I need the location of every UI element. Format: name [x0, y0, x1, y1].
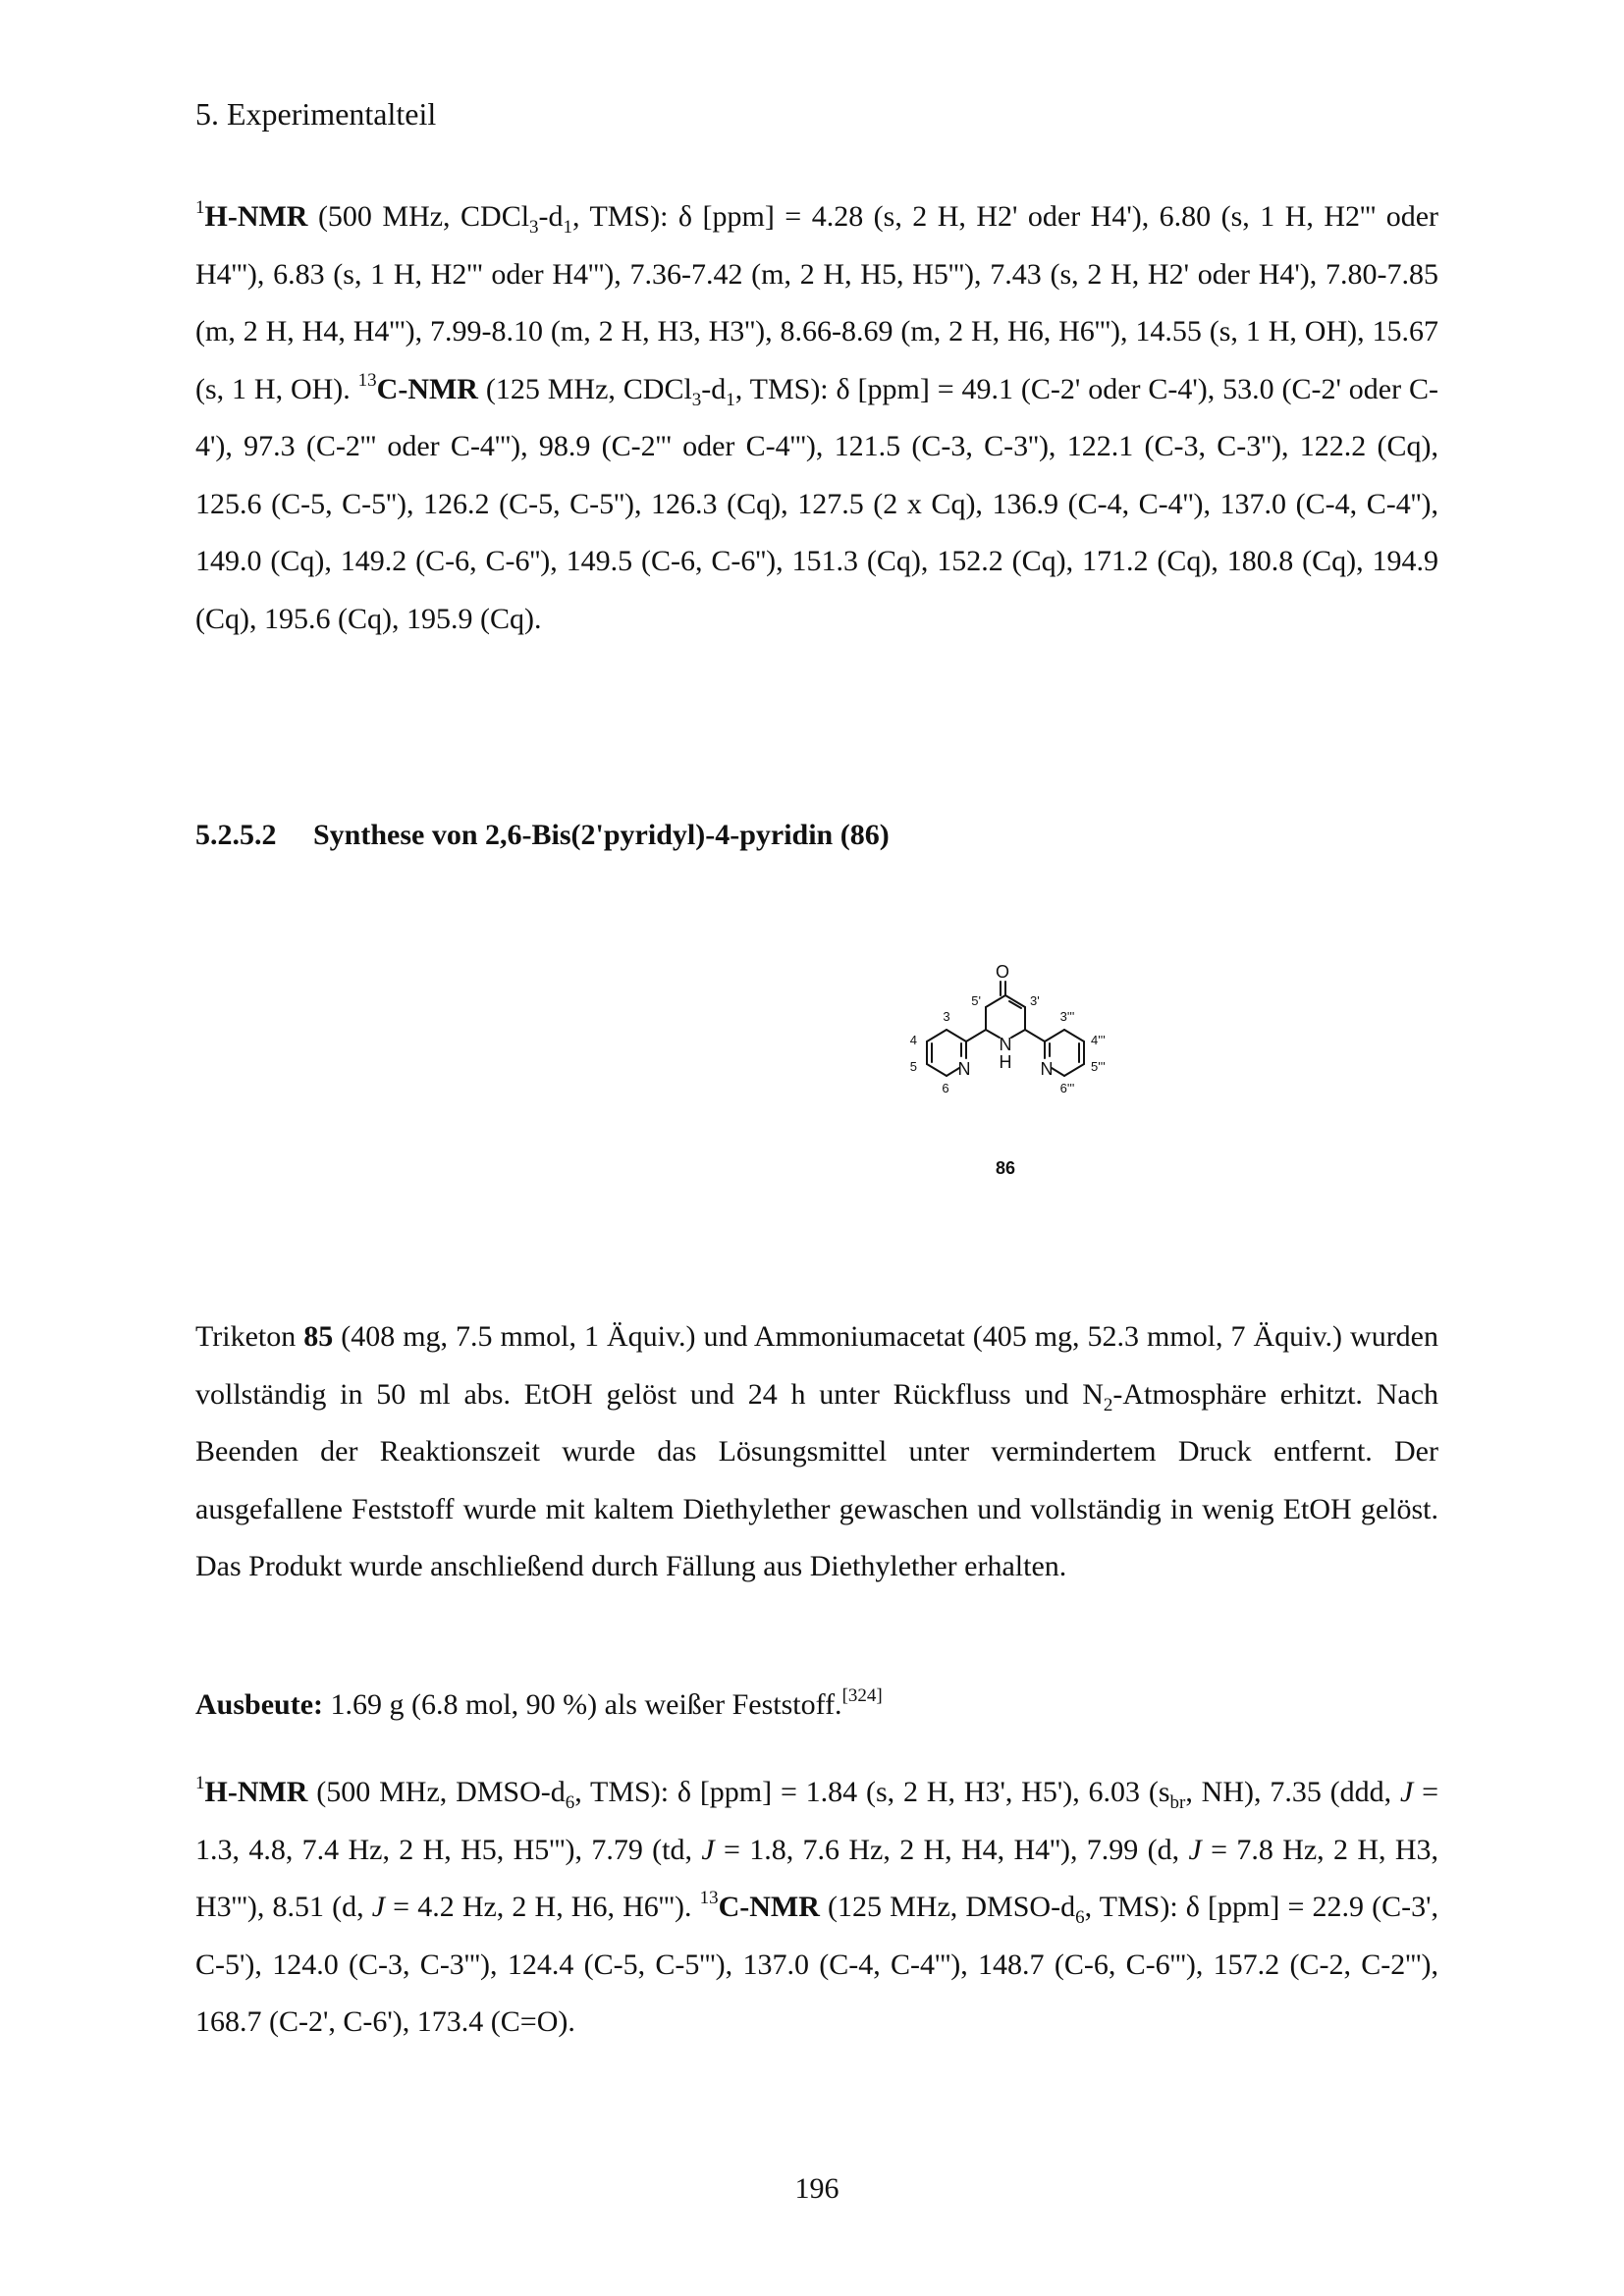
subscript: 2 [1103, 1394, 1113, 1415]
locant-label: 5 [909, 1059, 917, 1074]
text-span: (500 MHz, DMSO-d [307, 1776, 566, 1808]
coupling-constant-symbol: J [371, 1891, 386, 1923]
superscript: 13 [699, 1888, 719, 1908]
subscript: 3 [529, 217, 539, 238]
c-nmr-shifts: , TMS): δ [ppm] = 22.9 (C-3', C-5'), 124.0 (C-3, C-3'''), 124.4 (C-5, C-5'''), 137.0 (C-4, C-4'''), 148.7 (C-6, C-6'''), 157.2 (C-2, C-2'''), 168.7 (C-2', C-6'), 173.4 (C=O). [195, 1891, 1439, 2038]
text-span: -d [701, 372, 727, 405]
locant-label: 3''' [1059, 1009, 1075, 1024]
coupling-constant-symbol: J [1188, 1833, 1202, 1866]
superscript: 1 [195, 1773, 205, 1793]
subscript: 1 [563, 217, 573, 238]
text-span: -d [538, 200, 564, 233]
section-title: Synthese von 2,6-Bis(2'pyridyl)-4-pyridin (86) [313, 819, 890, 851]
chemical-structure-86 [843, 952, 1167, 1188]
c-nmr-label: C-NMR [718, 1891, 820, 1923]
locant-label: 5''' [1091, 1059, 1106, 1074]
subscript: br [1169, 1792, 1186, 1813]
coupling-constant-symbol: J [1399, 1776, 1414, 1808]
atom-label: N [957, 1059, 971, 1079]
yield-label: Ausbeute: [195, 1688, 324, 1721]
procedure-paragraph [195, 1308, 1438, 1596]
subscript: 6 [1075, 1907, 1085, 1928]
section-heading [195, 819, 890, 852]
h-nmr-shifts: , TMS): δ [ppm] = 4.28 (s, 2 H, H2' oder H4'), 6.80 (s, 1 H, H2''' oder H4'''), 6.83 (s, 1 H, H2''' oder H4'''), 7.36-7.42 (m, 2 H, H5, H5'''), 7.43 (s, 2 H, H2' oder H4'), 7.80-7.85 (m, 2 H, H4, H4'''), 7.99-8.10 (m, 2 H, H3, H3''), 8.66-8.69 (m, 2 H, H6, H6'''), 14.55 (s, 1 H, OH), 15.67 (s, 1 H, OH). [195, 200, 1439, 405]
section-number: 5.2.5.2 [195, 819, 277, 851]
text-span: -Atmosphäre erhitzt. Nach Beenden der Reaktionszeit wurde das Lösungsmittel unter vermindertem Druck entfernt. Der ausgefallene Feststoff wurde mit kaltem Diethylether gewaschen und vollständig in wenig EtOH gelöst. Das Produkt wurde anschließend durch Fällung aus Diethylether erhalten. [195, 1377, 1439, 1582]
text-span: = 1.8, 7.6 Hz, 2 H, H4, H4''), 7.99 (d, [714, 1833, 1189, 1866]
text-span: (408 mg, 7.5 mmol, 1 Äquiv.) und Ammoniumacetat (405 mg, 52.3 mmol, 7 Äquiv.) wurden vollständig in 50 ml abs. EtOH gelöst und 24 h unter Rückfluss und N [195, 1320, 1438, 1411]
subscript: 3 [691, 389, 702, 410]
text-span: = 7.8 Hz, 2 H, H3, H3'''), 8.51 (d, [195, 1833, 1439, 1923]
coupling-constant-symbol: J [701, 1833, 715, 1866]
locant-label: 4 [909, 1033, 917, 1047]
superscript: 1 [195, 197, 205, 218]
c-nmr-label: C-NMR [376, 372, 478, 405]
h-nmr-label: H-NMR [204, 1776, 308, 1808]
atom-label: H [999, 1052, 1012, 1072]
text-span: , NH), 7.35 (ddd, [1185, 1776, 1400, 1808]
locant-label: 3' [1030, 993, 1040, 1008]
running-head: 5. Experimentalteil [195, 96, 437, 132]
text-span: (125 MHz, DMSO-d [819, 1891, 1076, 1923]
locant-label: 6''' [1059, 1081, 1075, 1095]
superscript: 13 [357, 369, 377, 391]
subscript: 6 [565, 1792, 575, 1813]
atom-label: O [995, 962, 1010, 982]
reference-marker: [324] [841, 1685, 883, 1706]
c-nmr-shifts: , TMS): δ [ppm] = 49.1 (C-2' oder C-4'), 53.0 (C-2' oder C-4'), 97.3 (C-2''' oder C-4'''), 98.9 (C-2''' oder C-4'''), 121.5 (C-3, C-3''), 122.1 (C-3, C-3''), 122.2 (Cq), 125.6 (C-5, C-5''), 126.2 (C-5, C-5''), 126.3 (Cq), 127.5 (2 x Cq), 136.9 (C-4, C-4''), 137.0 (C-4, C-4''), 149.0 (Cq), 149.2 (C-6, C-6''), 149.5 (C-6, C-6''), 151.3 (Cq), 152.2 (Cq), 171.2 (Cq), 180.8 (Cq), 194.9 (Cq), 195.6 (Cq), 195.9 (Cq). [195, 372, 1438, 635]
atom-label: N [999, 1035, 1012, 1054]
yield-paragraph [195, 1677, 1438, 1735]
compound-ref: 85 [303, 1320, 334, 1353]
compound-number: 86 [995, 1158, 1016, 1178]
text-span: (500 MHz, CDCl [307, 200, 530, 233]
locant-label: 4''' [1091, 1033, 1106, 1047]
locant-label: 3 [943, 1009, 950, 1024]
text-span: (125 MHz, CDCl [477, 372, 692, 405]
text-span: , TMS): δ [ppm] = 1.84 (s, 2 H, H3', H5'), 6.03 (s [574, 1776, 1170, 1808]
text-span: = 4.2 Hz, 2 H, H6, H6'''). [385, 1891, 700, 1923]
nmr-data-paragraph-1 [195, 188, 1438, 648]
subscript: 1 [726, 389, 735, 410]
nmr-data-paragraph-2 [195, 1764, 1438, 2052]
locant-label: 5' [971, 993, 981, 1008]
text-span: = 1.3, 4.8, 7.4 Hz, 2 H, H5, H5'''), 7.79 (td, [195, 1776, 1439, 1866]
page-number: 196 [794, 2172, 839, 2205]
h-nmr-label: H-NMR [204, 200, 308, 233]
text-span: Triketon [195, 1320, 304, 1353]
atom-label: N [1040, 1059, 1054, 1079]
structure-drawing [843, 952, 1167, 1188]
yield-text: 1.69 g (6.8 mol, 90 %) als weißer Feststoff. [323, 1688, 842, 1721]
locant-label: 6 [942, 1081, 949, 1095]
